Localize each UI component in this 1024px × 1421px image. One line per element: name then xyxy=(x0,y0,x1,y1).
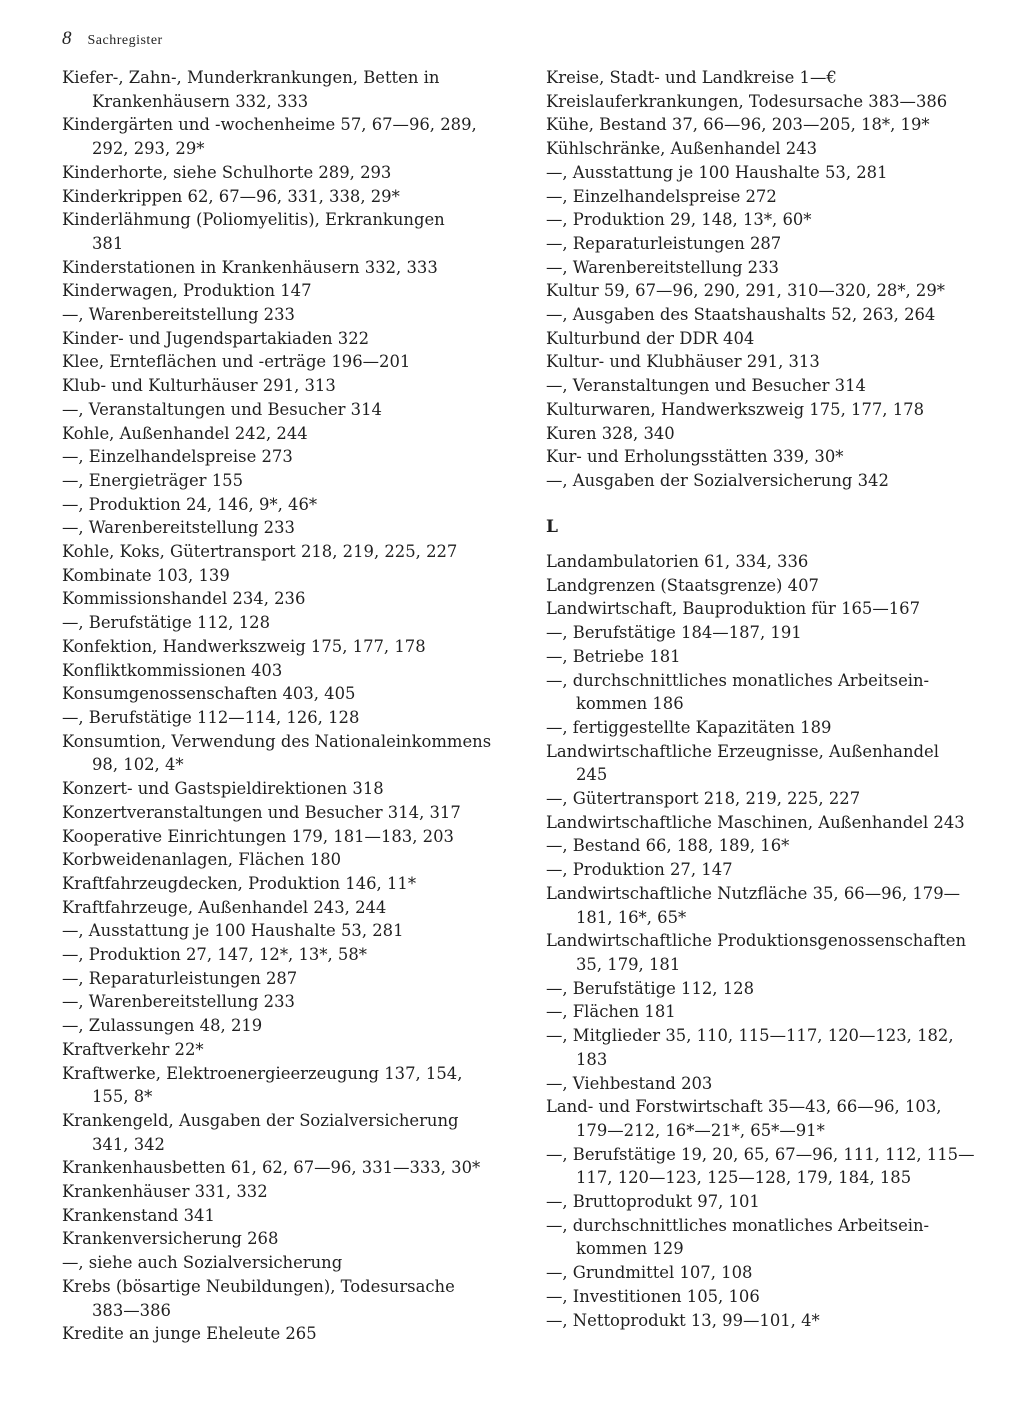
index-entry-term: Kulturbund der DDR 404 xyxy=(546,328,755,348)
index-entry xyxy=(546,350,986,374)
index-entry-continuation: 341, 342 xyxy=(92,1134,165,1154)
index-entry-term: —, Energieträger 155 xyxy=(62,470,244,490)
index-entry xyxy=(62,967,492,991)
index-entry-term: —, Warenbereitstellung 233 xyxy=(62,305,295,325)
index-entry-term: —, Produktion 27, 147 xyxy=(546,860,733,880)
index-entry-term: —, Warenbereitstellung 233 xyxy=(546,257,779,277)
index-entry-term: —, Zulassungen 48, 219 xyxy=(62,1016,263,1036)
index-entry-continuation: 183 xyxy=(576,1049,608,1069)
index-entry-term: Klub- und Kulturhäuser 291, 313 xyxy=(62,376,336,396)
index-entry-term: —, Betriebe 181 xyxy=(546,646,681,666)
index-entry-term: Kredite an junge Eheleute 265 xyxy=(62,1324,317,1344)
index-entry-continuation: kommen 129 xyxy=(576,1239,684,1259)
index-group-k xyxy=(546,66,986,493)
index-entry xyxy=(62,422,492,446)
index-entry xyxy=(546,137,986,161)
index-entry-term: —, Flächen 181 xyxy=(546,1002,676,1022)
index-entry-term: Landwirtschaftliche Maschinen, Außenhandel 243 xyxy=(546,812,965,832)
index-entry xyxy=(546,374,986,398)
section-spacer xyxy=(546,540,986,550)
index-entry xyxy=(62,1180,492,1204)
index-entry xyxy=(546,929,986,976)
index-entry-term: Landgrenzen (Staatsgrenze) 407 xyxy=(546,575,819,595)
index-entry-term: Landambulatorien 61, 334, 336 xyxy=(546,552,809,572)
index-entry-term: Kinder- und Jugendspartakiaden 322 xyxy=(62,328,370,348)
index-entry-term: Konsumgenossenschaften 403, 405 xyxy=(62,684,356,704)
index-entry xyxy=(62,706,492,730)
index-entry-continuation: 181, 16*, 65* xyxy=(576,907,687,927)
index-entry-term: Kreise, Stadt- und Landkreise 1—€ xyxy=(546,68,837,87)
index-entry-term: Kraftwerke, Elektroenergieerzeugung 137, 154, xyxy=(62,1063,463,1083)
index-entry-term: Kinderstationen in Krankenhäusern 332, 333 xyxy=(62,257,438,277)
index-entry-term: Landwirtschaftliche Produktionsgenossenschaften xyxy=(546,931,967,951)
index-entry xyxy=(62,1227,492,1251)
index-entry xyxy=(62,777,492,801)
index-entry-term: —, Veranstaltungen und Besucher 314 xyxy=(546,376,866,396)
index-entry-term: Kur- und Erholungsstätten 339, 30* xyxy=(546,447,844,467)
index-entry xyxy=(62,1251,492,1275)
index-entry-continuation: 155, 8* xyxy=(92,1087,153,1107)
index-entry xyxy=(546,597,986,621)
index-entry xyxy=(62,185,492,209)
index-entry xyxy=(546,645,986,669)
index-entry-continuation: 35, 179, 181 xyxy=(576,955,681,974)
index-entry-term: —, Warenbereitstellung 233 xyxy=(62,518,295,538)
index-column-left xyxy=(62,66,492,1346)
index-entry xyxy=(62,113,492,160)
index-entry-term: Kohle, Koks, Gütertransport 218, 219, 225, 227 xyxy=(62,542,458,562)
index-entry xyxy=(546,232,986,256)
index-entry-term: Kohle, Außenhandel 242, 244 xyxy=(62,423,308,443)
index-entry-term: —, fertiggestellte Kapazitäten 189 xyxy=(546,717,832,737)
index-entry xyxy=(546,66,986,90)
index-entry-term: Konfektion, Handwerkszweig 175, 177, 178 xyxy=(62,636,426,656)
index-entry-term: —, Produktion 27, 147, 12*, 13*, 58* xyxy=(62,945,367,965)
index-entry-term: Landwirtschaft, Bauproduktion für 165—167 xyxy=(546,599,921,619)
index-entry-term: —, siehe auch Sozialversicherung xyxy=(62,1253,343,1273)
index-entry-term: Landwirtschaftliche Erzeugnisse, Außenhandel xyxy=(546,741,939,761)
index-entry xyxy=(546,1072,986,1096)
index-entry-term: Korbweidenanlagen, Flächen 180 xyxy=(62,850,342,870)
index-entry-continuation: 292, 293, 29* xyxy=(92,139,205,159)
page-header xyxy=(62,28,163,56)
index-entry xyxy=(62,350,492,374)
index-entry xyxy=(62,919,492,943)
index-entry-term: —, Berufstätige 184—187, 191 xyxy=(546,623,802,643)
index-entry xyxy=(62,66,492,113)
index-entry xyxy=(546,1261,986,1285)
index-entry-term: —, Bestand 66, 188, 189, 16* xyxy=(546,836,790,856)
index-entry xyxy=(62,1062,492,1109)
index-entry-term: Kinderlähmung (Poliomyelitis), Erkrankungen xyxy=(62,210,445,230)
index-entry xyxy=(546,445,986,469)
index-entry xyxy=(62,1109,492,1156)
index-entry-term: Kombinate 103, 139 xyxy=(62,565,230,585)
index-entry xyxy=(62,659,492,683)
index-entry-term: Kultur- und Klubhäuser 291, 313 xyxy=(546,352,820,372)
index-entry xyxy=(62,1014,492,1038)
index-entry xyxy=(62,1275,492,1322)
index-entry-term: Kreislauferkrankungen, Todesursache 383—386 xyxy=(546,91,948,111)
index-entry xyxy=(62,848,492,872)
index-entry xyxy=(546,469,986,493)
index-entry-term: —, Veranstaltungen und Besucher 314 xyxy=(62,399,382,419)
index-entry xyxy=(546,787,986,811)
index-entry-continuation: 179—212, 16*—21*, 65*—91* xyxy=(576,1120,825,1140)
index-entry xyxy=(62,635,492,659)
index-entry-term: —, Reparaturleistungen 287 xyxy=(546,233,782,253)
index-entry xyxy=(546,303,986,327)
index-entry-term: —, Produktion 29, 148, 13*, 60* xyxy=(546,210,812,230)
index-entry xyxy=(546,882,986,929)
index-entry xyxy=(62,469,492,493)
section-letter-heading: L xyxy=(546,517,558,538)
index-entry-term: Klee, Ernteflächen und -erträge 196—201 xyxy=(62,352,411,372)
index-entry-term: Kulturwaren, Handwerkszweig 175, 177, 178 xyxy=(546,399,925,419)
index-entry-term: Konsumtion, Verwendung des Nationaleinkommens xyxy=(62,731,492,751)
index-entry xyxy=(546,279,986,303)
index-entry-continuation: 98, 102, 4* xyxy=(92,755,184,775)
index-entry xyxy=(62,256,492,280)
index-entry-term: —, Ausgaben des Staatshaushalts 52, 263, 264 xyxy=(546,305,936,325)
index-entry xyxy=(62,730,492,777)
index-entry xyxy=(546,811,986,835)
index-entry xyxy=(62,825,492,849)
index-entry-term: —, Gütertransport 218, 219, 225, 227 xyxy=(546,789,861,809)
index-entry xyxy=(62,682,492,706)
index-entry-term: —, Reparaturleistungen 287 xyxy=(62,968,298,988)
running-head: Sachregister xyxy=(87,33,163,48)
index-entry xyxy=(546,669,986,716)
index-entry-term: Kraftverkehr 22* xyxy=(62,1039,204,1059)
index-entry xyxy=(546,422,986,446)
index-entry xyxy=(62,1204,492,1228)
index-entry-term: Kultur 59, 67—96, 290, 291, 310—320, 28*, 29* xyxy=(546,281,945,301)
index-entry xyxy=(546,621,986,645)
index-entry xyxy=(62,990,492,1014)
index-entry xyxy=(546,113,986,137)
index-entry xyxy=(546,740,986,787)
index-entry xyxy=(546,977,986,1001)
index-entry-term: Kühlschränke, Außenhandel 243 xyxy=(546,139,818,159)
index-group-l xyxy=(546,550,986,1332)
index-entry xyxy=(62,493,492,517)
index-entry xyxy=(62,327,492,351)
index-entry-term: Krankenhäuser 331, 332 xyxy=(62,1182,268,1202)
index-entry-term: —, Grundmittel 107, 108 xyxy=(546,1263,753,1283)
index-entry-continuation: kommen 186 xyxy=(576,694,684,714)
index-entry-term: —, Investitionen 105, 106 xyxy=(546,1286,760,1306)
index-entry-term: —, Einzelhandelspreise 273 xyxy=(62,447,293,467)
index-entry xyxy=(62,540,492,564)
index-entry-term: —, Berufstätige 112—114, 126, 128 xyxy=(62,707,360,727)
index-entry xyxy=(546,1143,986,1190)
index-entry xyxy=(62,943,492,967)
index-entry xyxy=(546,256,986,280)
index-entry xyxy=(546,1024,986,1071)
index-entry-term: Kommissionshandel 234, 236 xyxy=(62,589,306,609)
index-entry-continuation: 381 xyxy=(92,233,124,253)
index-entry-term: Krankenstand 341 xyxy=(62,1205,215,1225)
index-entry-continuation: 383—386 xyxy=(92,1300,171,1320)
index-entry-term: Landwirtschaftliche Nutzfläche 35, 66—96, 179— xyxy=(546,883,961,903)
index-entry xyxy=(546,574,986,598)
index-entry xyxy=(62,1038,492,1062)
index-entry-continuation: Krankenhäusern 332, 333 xyxy=(92,91,309,111)
index-entry-term: Kinderhorte, siehe Schulhorte 289, 293 xyxy=(62,162,392,182)
index-entry-term: Kraftfahrzeuge, Außenhandel 243, 244 xyxy=(62,897,387,917)
index-entry-term: Krankengeld, Ausgaben der Sozialversicherung xyxy=(62,1110,459,1130)
index-entry-term: —, Berufstätige 112, 128 xyxy=(62,613,271,633)
index-column-right xyxy=(546,66,986,1332)
index-entry-term: —, Ausstattung je 100 Haushalte 53, 281 xyxy=(62,921,404,941)
index-entry xyxy=(62,1156,492,1180)
index-entry xyxy=(546,327,986,351)
index-entry xyxy=(62,445,492,469)
index-entry xyxy=(62,801,492,825)
index-entry-term: Krebs (bösartige Neubildungen), Todesursache xyxy=(62,1276,455,1296)
index-entry-term: Kühe, Bestand 37, 66—96, 203—205, 18*, 19* xyxy=(546,115,930,135)
index-entry xyxy=(62,872,492,896)
index-entry xyxy=(62,564,492,588)
index-entry xyxy=(62,208,492,255)
index-entry-term: —, Viehbestand 203 xyxy=(546,1073,713,1093)
index-entry xyxy=(62,279,492,303)
index-entry xyxy=(546,1095,986,1142)
index-entry xyxy=(546,1309,986,1333)
index-entry xyxy=(546,161,986,185)
index-entry-term: —, durchschnittliches monatliches Arbeitsein- xyxy=(546,670,930,690)
index-entry-term: Krankenversicherung 268 xyxy=(62,1229,279,1249)
index-entry-term: —, Berufstätige 19, 20, 65, 67—96, 111, 112, 115— xyxy=(546,1144,975,1164)
index-entry xyxy=(546,550,986,574)
index-entry-term: —, Nettoprodukt 13, 99—101, 4* xyxy=(546,1310,820,1330)
index-entry xyxy=(62,303,492,327)
index-entry-term: Kuren 328, 340 xyxy=(546,423,675,443)
index-entry-term: —, durchschnittliches monatliches Arbeitsein- xyxy=(546,1215,930,1235)
page-number: 8 xyxy=(62,28,72,49)
index-entry xyxy=(546,208,986,232)
index-entry xyxy=(62,896,492,920)
index-entry-term: —, Einzelhandelspreise 272 xyxy=(546,186,777,206)
index-entry xyxy=(546,1285,986,1309)
index-entry-term: Land- und Forstwirtschaft 35—43, 66—96, 103, xyxy=(546,1097,942,1117)
index-entry xyxy=(546,1190,986,1214)
index-entry xyxy=(546,1000,986,1024)
index-entry xyxy=(62,398,492,422)
index-entry xyxy=(62,1322,492,1346)
index-entry xyxy=(546,90,986,114)
index-entry-continuation: 245 xyxy=(576,765,608,785)
index-entry xyxy=(546,398,986,422)
index-entry-term: Kinderwagen, Produktion 147 xyxy=(62,281,312,301)
index-entry-term: —, Berufstätige 112, 128 xyxy=(546,978,755,998)
index-entry xyxy=(546,858,986,882)
index-entry xyxy=(546,1214,986,1261)
index-entry-term: —, Warenbereitstellung 233 xyxy=(62,992,295,1012)
index-entry xyxy=(62,611,492,635)
index-entry xyxy=(546,716,986,740)
index-entry xyxy=(62,374,492,398)
index-entry-term: Kindergärten und -wochenheime 57, 67—96, 289, xyxy=(62,115,477,135)
section-spacer xyxy=(546,493,986,517)
index-entry xyxy=(62,161,492,185)
index-entry-term: Kinderkrippen 62, 67—96, 331, 338, 29* xyxy=(62,186,400,206)
index-entry-term: Kooperative Einrichtungen 179, 181—183, 203 xyxy=(62,826,454,846)
index-entry-continuation: 117, 120—123, 125—128, 179, 184, 185 xyxy=(576,1168,912,1188)
index-entry-term: Kraftfahrzeugdecken, Produktion 146, 11* xyxy=(62,873,417,893)
index-entry-term: Kiefer-, Zahn-, Munderkrankungen, Betten in xyxy=(62,68,440,87)
index-entry-term: Konzert- und Gastspieldirektionen 318 xyxy=(62,779,384,799)
index-entry xyxy=(546,185,986,209)
index-entry-term: —, Ausstattung je 100 Haushalte 53, 281 xyxy=(546,162,888,182)
index-entry-term: —, Ausgaben der Sozialversicherung 342 xyxy=(546,470,889,490)
index-entry-term: —, Mitglieder 35, 110, 115—117, 120—123, 182, xyxy=(546,1026,954,1046)
index-entry-term: —, Bruttoprodukt 97, 101 xyxy=(546,1192,760,1212)
index-entry-term: Konfliktkommissionen 403 xyxy=(62,660,283,680)
index-entry xyxy=(62,587,492,611)
index-entry-term: Krankenhausbetten 61, 62, 67—96, 331—333, 30* xyxy=(62,1158,481,1178)
index-entry xyxy=(546,834,986,858)
index-entry xyxy=(62,516,492,540)
index-entry-term: —, Produktion 24, 146, 9*, 46* xyxy=(62,494,318,514)
index-entry-term: Konzertveranstaltungen und Besucher 314, 317 xyxy=(62,802,461,822)
